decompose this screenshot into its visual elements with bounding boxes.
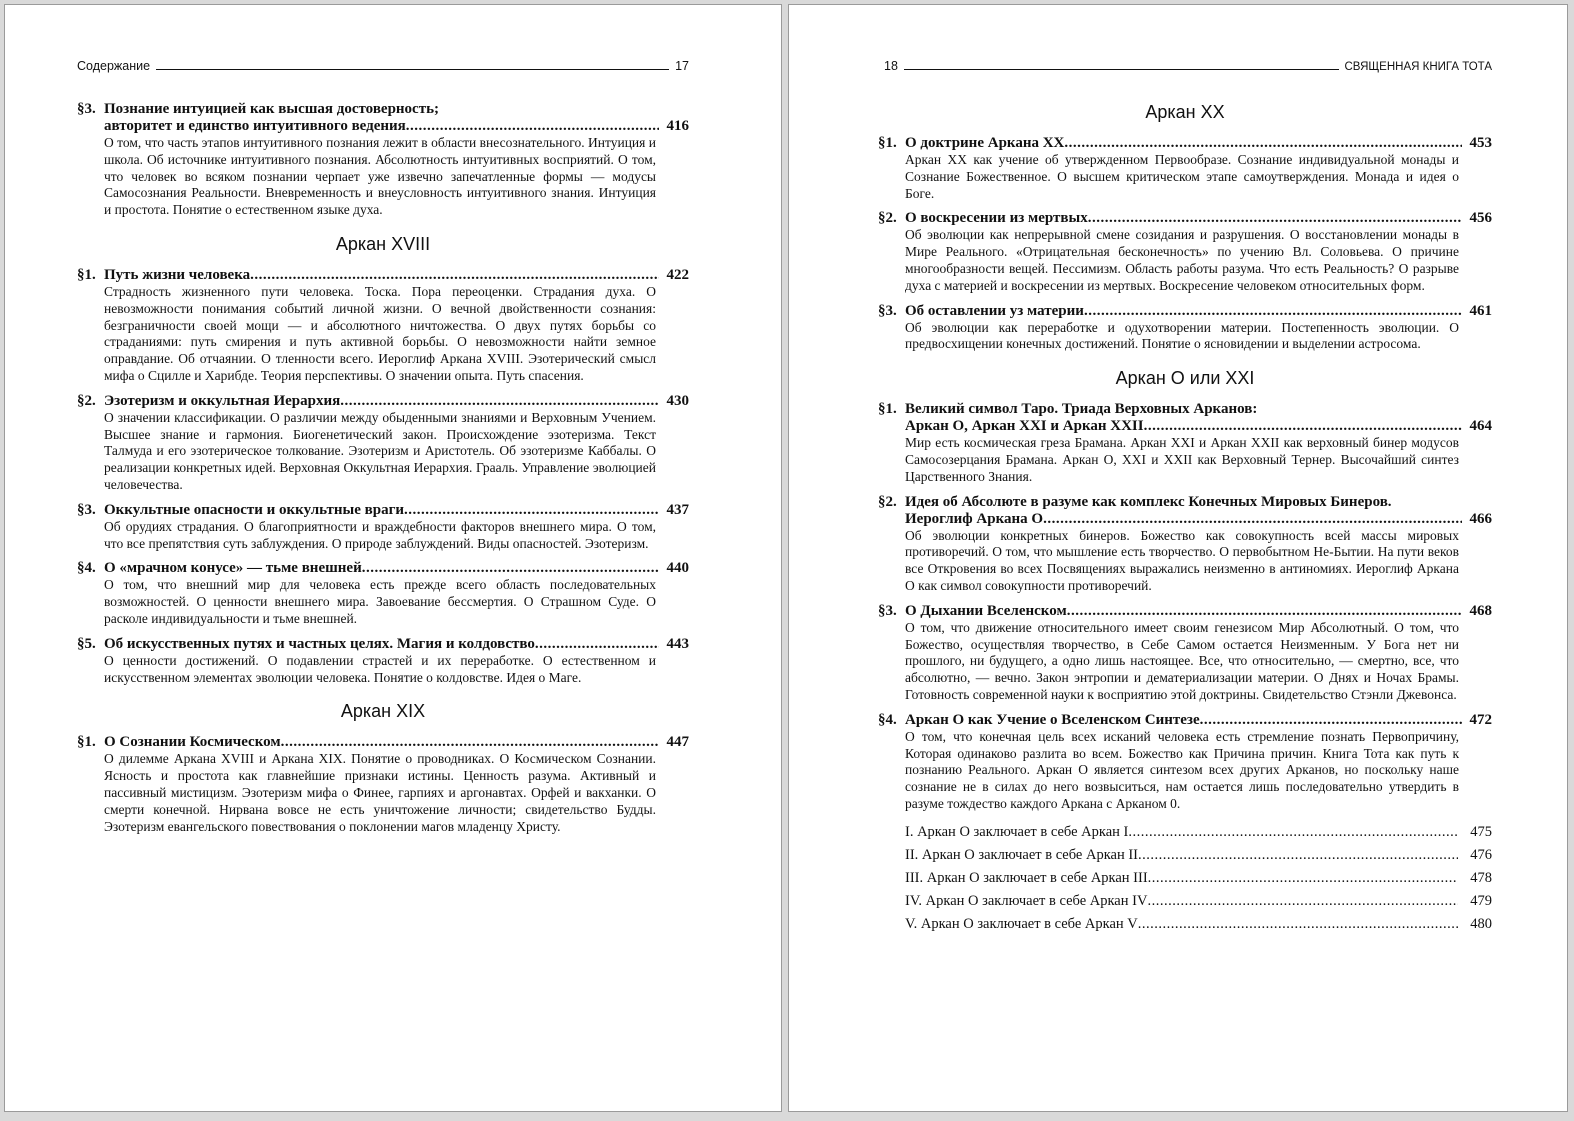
entry-number: §5.: [77, 635, 96, 652]
leader-dots: [404, 502, 659, 519]
section-heading: Аркан XIX: [340, 701, 426, 722]
leader-dots: [406, 118, 659, 135]
header-rule: [904, 69, 1339, 70]
entry-page: 456: [1469, 210, 1492, 227]
entry-page: 472: [1469, 711, 1492, 728]
entry-title: Оккультные опасности и оккультные враги: [104, 501, 405, 518]
entry-description: Аркан XX как учение об утвержденном Первообразе. Сознание индивидуальной монады и Сознание Божественное. О высшем критическом этапе самоутверждения. Монада и идея о Боге.: [905, 152, 1459, 201]
toc-entry: [878, 494, 1492, 595]
entry-description: Мир есть космическая греза Брамана. Аркан XXI и Аркан XXII как верховный бинер модусов Самосозерцания Брамана. Аркан O, XXI и XXII как Верховный Тернер. Высочайший синтез Царственного Знания.: [905, 435, 1459, 484]
sub-items: [905, 821, 1492, 936]
toc-entry: [77, 393, 689, 494]
entry-number: §3.: [878, 302, 897, 319]
entry-heading: [77, 101, 689, 135]
leader-dots: [340, 393, 659, 410]
entry-title: Аркан O как Учение о Вселенском Синтезе: [905, 711, 1200, 728]
sub-item-page: 475: [1470, 823, 1492, 840]
leader-dots: [1144, 418, 1462, 435]
sub-item-page: 480: [1470, 915, 1492, 932]
header-title: Содержание: [77, 59, 151, 73]
entry-page: 437: [666, 501, 689, 518]
entry-description: О ценности достижений. О подавлении страстей и их переработке. О естественном и искусственном элементах эволюции человека. Понятие о колдовстве. Идея о Маге.: [104, 652, 656, 685]
sub-item-title: III. Аркан O заключает в себе Аркан III: [905, 869, 1148, 886]
entry-number: §4.: [77, 560, 96, 577]
toc-left: [77, 101, 689, 843]
entry-page: 416: [666, 118, 689, 134]
toc-entry: [77, 101, 689, 219]
sub-item: [905, 844, 1492, 867]
leader-dots: [1088, 210, 1462, 227]
running-header-left: [77, 55, 689, 73]
sub-item-title: I. Аркан O заключает в себе Аркан I: [905, 823, 1129, 840]
entry-page: 464: [1469, 418, 1492, 435]
leader-dots: [1084, 303, 1462, 320]
entry-description: Страдность жизненного пути человека. Тоска. Пора переоценки. Страдания духа. О невозможности понимания событий личной жизни. О вечной двойственности сознания: безграничности своей мощи — и абсолютного ничтожества. О двух путях борьбы со страданиями: путь смирения и путь активной борьбы. О невозможности найти земное оправдание. Об отчаянии. О тленности всего. Иероглиф Аркана XVIII. Эзотерический смысл мифа о Сцилле и Харибде. Теория перспективы. О значении опыта. Путь спасения.: [104, 283, 656, 383]
header-page-number: 18: [884, 59, 898, 73]
leader-dots: [281, 734, 659, 751]
entry-description: О дилемме Аркана XVIII и Аркана XIX. Понятие о проводниках. О Космическом Сознании. Ясность и простота как главнейшие признаки истины. Ценность разума. Активный и пассивный мистицизм. Эзотеризм мифа о Финее, гарпиях и аргонавтах. Орфей и вакханки. О смерти конечной. Нирвана вовсе не есть уничтожение личности; свидетельство Будды. Эзотеризм евангельского повествования о поклонении магов младенцу Христу.: [104, 751, 656, 834]
entry-number: §3.: [77, 101, 96, 117]
sub-item: [905, 821, 1492, 844]
entry-page: 443: [666, 635, 689, 652]
leader-dots: [1138, 913, 1458, 936]
entry-title: О Сознании Космическом: [104, 734, 281, 751]
header-title: СВЯЩЕННАЯ КНИГА ТОТА: [1344, 61, 1492, 73]
entry-number: §1.: [77, 266, 96, 283]
leader-dots: [1043, 511, 1462, 528]
entry-number: §3.: [77, 501, 96, 518]
header-page-number: 17: [675, 59, 689, 73]
toc-entry: [77, 636, 689, 687]
entry-title: Путь жизни человека: [104, 266, 251, 283]
toc-entry: [878, 603, 1492, 704]
sub-item: [905, 890, 1492, 913]
leader-dots: [362, 560, 659, 577]
entry-title: О воскресении из мертвых: [905, 210, 1088, 227]
sub-item: [905, 867, 1492, 890]
section-heading: Аркан O или XXI: [1115, 368, 1255, 389]
entry-title: Великий символ Таро. Триада Верховных Арканов:: [905, 401, 1258, 418]
entry-title: О «мрачном конусе» — тьме внешней: [104, 560, 362, 577]
leader-dots: [1147, 890, 1458, 913]
toc-entry: [77, 734, 689, 835]
entry-number: §1.: [878, 135, 897, 151]
sub-item-page: 478: [1470, 869, 1492, 886]
toc-entry: [878, 401, 1492, 485]
entry-title: Об оставлении уз материи: [905, 302, 1084, 319]
entry-number: §2.: [77, 392, 96, 409]
entry-page: 453: [1469, 135, 1492, 151]
toc-entry: [878, 135, 1492, 202]
entry-title: Идея об Абсолюте в разуме как комплекс Конечных Мировых Бинеров.: [905, 493, 1392, 510]
entry-title: авторитет и единство интуитивного ведения: [104, 118, 406, 134]
entry-number: §1.: [77, 734, 96, 751]
entry-description: Об эволюции конкретных бинеров. Божество как совокупность всей массы мировых противоречий. О том, что мышление есть творчество. О первобытном Не-Бытии. На пути веков все Откровения во всех Посвящениях выражались неизменно в антиномиях. Иероглиф Аркана O как символ совокупности противоречий.: [905, 527, 1459, 593]
toc-right: [878, 101, 1492, 936]
entry-title: Об искусственных путях и частных целях. Магия и колдовство: [104, 635, 535, 652]
entry-number: §2.: [878, 210, 897, 227]
sub-item-title: IV. Аркан O заключает в себе Аркан IV: [905, 892, 1148, 909]
sub-item-title: II. Аркан O заключает в себе Аркан II: [905, 846, 1139, 863]
leader-dots: [1128, 821, 1458, 844]
entry-page: 440: [666, 560, 689, 577]
leader-dots: [250, 267, 659, 284]
entry-title: Аркан O, Аркан XXI и Аркан XXII: [905, 418, 1144, 435]
entry-number: §4.: [878, 711, 897, 728]
leader-dots: [1138, 844, 1458, 867]
entry-page: 422: [666, 266, 689, 283]
sub-item-page: 479: [1470, 892, 1492, 909]
entry-description: Об эволюции как непрерывной смене созидания и разрушения. О восстановлении монады в Мире Реального. «Отрицательная бесконечность» по учению Вл. Соловьева. О причине многообразности вещей. Пессимизм. Область работы разума. Что есть Реальность? О разрыве духа с материей и воскресении из мертвых. Воскресение человеком относительных форм.: [905, 227, 1459, 293]
header-rule: [156, 69, 669, 70]
left-page: [4, 4, 782, 1112]
entry-number: §1.: [878, 401, 897, 418]
running-header-right: [884, 55, 1492, 73]
sub-item-title: V. Аркан O заключает в себе Аркан V: [905, 915, 1138, 932]
toc-entry: [878, 210, 1492, 294]
entry-page: 461: [1469, 302, 1492, 319]
sub-item-page: 476: [1470, 846, 1492, 863]
entry-page: 468: [1469, 602, 1492, 619]
entry-number: §2.: [878, 493, 897, 510]
leader-dots: [1200, 712, 1462, 729]
toc-entry: [878, 712, 1492, 813]
entry-page: 447: [666, 734, 689, 751]
entry-number: §3.: [878, 602, 897, 619]
entry-title: О Дыхании Вселенском: [905, 602, 1067, 619]
entry-description: Об орудиях страдания. О благоприятности и враждебности факторов внешнего мира. О том, что все препятствия суть заблуждения. О природе заблуждений. Виды опасностей. Эзотеризм.: [104, 518, 656, 551]
entry-page: 430: [666, 392, 689, 409]
section-heading: Аркан XVIII: [335, 233, 431, 254]
toc-entry: [77, 560, 689, 627]
leader-dots: [1148, 867, 1458, 890]
sub-item: [905, 913, 1492, 936]
entry-description: О том, что часть этапов интуитивного познания лежит в области внесознательного. Интуиция и школа. Об источнике интуитивного познания. Абсолютность интуитивных восприятий. О том, что человек во всяком познании черпает уже извечно запечатленные формы — модусы Самосознания Реальности. Вневременность и внеусловность интуитивного знания. Интуиция и простота. Понятие о естественном языке духа.: [104, 135, 656, 218]
entry-title: Иероглиф Аркана O: [905, 510, 1044, 527]
entry-title: Познание интуицией как высшая достоверность;: [104, 101, 440, 117]
section-heading: Аркан XX: [1145, 102, 1225, 122]
right-page: [788, 4, 1568, 1112]
entry-description: Об эволюции как переработке и одухотворении материи. Постепенность эволюции. О предвосхищении конечных достижений. Понятие о ясновидении и выделении астросома.: [905, 319, 1459, 352]
entry-description: О том, что внешний мир для человека есть прежде всего область последовательных возможностей. О ценности внешнего мира. Завоевание бессмертия. О Страшном Суде. О расколе индивидуальности и тьме внешней.: [104, 577, 656, 626]
entry-title: Эзотеризм и оккультная Иерархия: [104, 392, 341, 409]
entry-description: О значении классификации. О различии между обыденными знаниями и Верховным Учением. Высшее знание и гармония. Биогенетический закон. Происхождение эзотеризма. Текст Талмуда и его эзотерическое толкование. Эзотеризм и Аристотель. Об эзотеризме Каббалы. О реализации конкретных идей. Верховная Оккультная Иерархия. Грааль. Управление эволюцией человечества.: [104, 409, 656, 492]
toc-entry: [878, 303, 1492, 354]
toc-entry: [77, 502, 689, 553]
leader-dots: [1067, 603, 1462, 620]
toc-entry: [77, 267, 689, 385]
leader-dots: [1064, 135, 1462, 152]
entry-description: О том, что конечная цель всех исканий человека есть стремление познать Первопричину, Которая одинаково разлита во всем. Божество как Причина причин. Книга Тота как путь к познанию Реального. Аркан O является синтезом всех других Арканов, но поскольку наше сознание не в силах до него возвыситься, нам остается лишь последовательно утвердить в разуме тождество каждого Аркана с Арканом 0.: [905, 728, 1459, 811]
entry-description: О том, что движение относительного имеет своим генезисом Мир Абсолютный. О том, что Божество, осуществляя творчество, в Себе Самом остается Неизменным. У Бога нет ни прошлого, ни будущего, а одно лишь настоящее. Все, что относительно, — смертно, все, что абсолютно, — вечно. Закон энтропии и дематериализации материи. О Днях и Ночах Брамы. Готовность современной науки к восприятию этой доктрины. Свидетельство Стэнли Джевонса.: [905, 619, 1459, 702]
entry-page: 466: [1469, 510, 1492, 527]
entry-title: О доктрине Аркана XX: [905, 135, 1065, 151]
leader-dots: [535, 636, 659, 653]
